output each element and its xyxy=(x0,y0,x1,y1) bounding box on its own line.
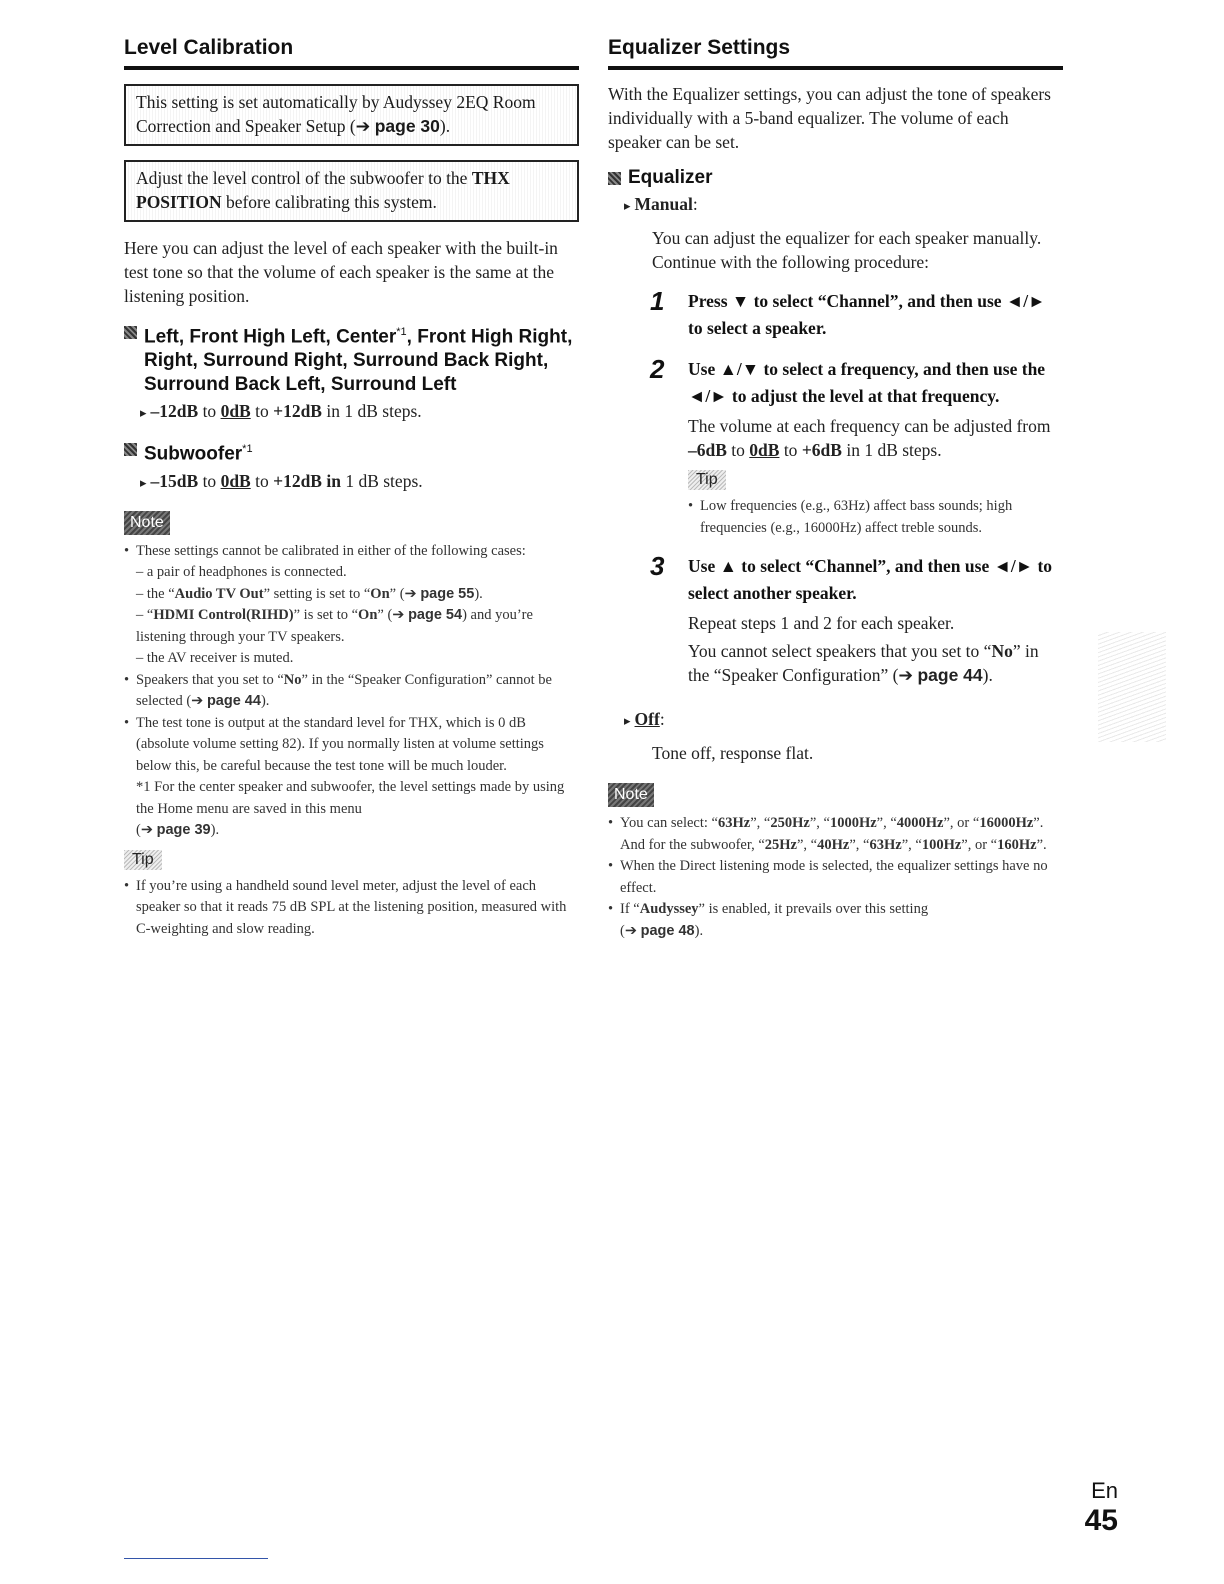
square-bullet-icon xyxy=(124,443,137,456)
thx-info-box: Adjust the level control of the subwoofer to the THX POSITION before calibrating this system. xyxy=(124,160,579,222)
speakers-range: ▸ –12dB to 0dB to +12dB in 1 dB steps. xyxy=(140,401,422,422)
list-item: – a pair of headphones is connected. xyxy=(136,564,347,581)
step-detail: The volume at each frequency can be adjusted from –6dB to 0dB to +6dB in 1 dB steps. xyxy=(688,416,1051,460)
triangle-bullet-icon: ▸ xyxy=(624,198,631,213)
notes-list xyxy=(608,813,1063,942)
left-column xyxy=(124,36,579,940)
level-intro: Here you can adjust the level of each speaker with the built-in test tone so that the volume of each speaker is the same at the listening position. xyxy=(124,238,558,306)
step-instruction: Use ▲/▼ to select a frequency, and then use the ◄/► to adjust the level at that frequency. xyxy=(688,359,1046,406)
step-number: 2 xyxy=(650,354,665,384)
footnote: *1 For the center speaker and subwoofer, the level settings made by using the Home menu are saved in this menu (➔ page 39). xyxy=(136,779,565,839)
triangle-bullet-icon: ▸ xyxy=(140,405,147,421)
square-bullet-icon xyxy=(124,326,137,339)
page-ref-link[interactable]: page 55 xyxy=(420,585,475,602)
level-calibration-title: Level Calibration xyxy=(124,36,579,70)
note-badge: Note xyxy=(608,783,654,807)
page-ref-link[interactable]: page 54 xyxy=(408,607,463,624)
page-ref-link[interactable]: page 39 xyxy=(156,822,211,839)
audyssey-info-box: This setting is set automatically by Audyssey 2EQ Room Correction and Speaker Setup (➔ page 30). xyxy=(124,84,579,146)
list-item: • If “Audyssey” is enabled, it prevails over this setting (➔ page 48). xyxy=(608,899,1063,942)
equalizer-heading: Equalizer xyxy=(608,166,1063,190)
step-instruction: Use ▲ to select “Channel”, and then use ◄/► to select another speaker. xyxy=(688,556,1053,603)
triangle-bullet-icon: ▸ xyxy=(140,474,147,490)
arrow-right-icon: ➔ xyxy=(898,665,914,685)
note-badge: Note xyxy=(124,511,170,535)
arrow-right-icon: ➔ xyxy=(191,693,204,710)
list-item: – the AV receiver is muted. xyxy=(136,650,294,667)
list-item: • Low frequencies (e.g., 63Hz) affect bass sounds; high frequencies (e.g., 16000Hz) affect treble sounds. xyxy=(688,496,1063,539)
page-number-value: 45 xyxy=(1084,1504,1118,1537)
manual-option: ▸ Manual: xyxy=(624,194,698,214)
page-number xyxy=(1085,1478,1118,1538)
list-item: • These settings cannot be calibrated in either of the following cases: xyxy=(124,541,579,563)
step-2 xyxy=(608,356,1063,539)
subwoofer-range: ▸ –15dB to 0dB to +12dB in 1 dB steps. xyxy=(140,470,423,491)
step-1 xyxy=(608,288,1063,342)
list-item: • If you’re using a handheld sound level meter, adjust the level of each speaker so that it reads 75 dB SPL at the listening position, measured with C-weighting and slow reading. xyxy=(124,876,579,941)
list-item: • When the Direct listening mode is selected, the equalizer settings have no effect. xyxy=(608,856,1063,899)
page-ref-link[interactable]: page 44 xyxy=(917,665,983,685)
notes-list xyxy=(124,541,579,842)
tip-list xyxy=(688,496,1063,539)
step-number: 3 xyxy=(650,551,665,581)
page-ref-link[interactable]: page 48 xyxy=(640,922,695,939)
triangle-bullet-icon: ▸ xyxy=(624,713,631,728)
equalizer-settings-title: Equalizer Settings xyxy=(608,36,1063,70)
arrow-right-icon: ➔ xyxy=(392,607,405,624)
square-bullet-icon xyxy=(608,172,621,185)
step-detail: You cannot select speakers that you set to “No” in the “Speaker Configuration” (➔ page 44). xyxy=(688,641,1039,685)
side-tab-marker xyxy=(1098,632,1166,742)
list-item: • You can select: “63Hz”, “250Hz”, “1000Hz”, “4000Hz”, or “16000Hz”. And for the subwoofer, “25Hz”, “40Hz”, “63Hz”, “100Hz”, or “160Hz”. xyxy=(608,813,1063,856)
subwoofer-heading: Subwoofer$^{*1}$ xyxy=(124,437,579,466)
off-description: Tone off, response flat. xyxy=(652,743,814,763)
off-option: ▸ Off: xyxy=(624,709,665,729)
step-3 xyxy=(608,553,1063,687)
equalizer-intro: With the Equalizer settings, you can adjust the tone of speakers individually with a 5-band equalizer. The volume of each speaker can be set. xyxy=(608,84,1051,152)
manual-description: You can adjust the equalizer for each speaker manually. Continue with the following procedure: xyxy=(652,228,1042,272)
arrow-right-icon: ➔ xyxy=(624,922,637,939)
step-number: 1 xyxy=(650,286,665,316)
arrow-right-icon: ➔ xyxy=(404,585,417,602)
tip-badge: Tip xyxy=(124,850,162,870)
list-item: • The test tone is output at the standard level for THX, which is 0 dB (absolute volume setting 82). If you normally listen at volume settings below this, be careful because the test tone will be much louder. xyxy=(124,713,579,778)
list-item: – the “Audio TV Out” setting is set to “On” (➔ page 55). xyxy=(136,585,483,602)
right-column xyxy=(608,36,1063,942)
page-ref-link[interactable]: page 30 xyxy=(374,116,440,136)
tip-badge: Tip xyxy=(688,470,726,490)
tip-list xyxy=(124,876,579,941)
language-label: En xyxy=(1091,1478,1118,1503)
arrow-right-icon: ➔ xyxy=(140,822,153,839)
speakers-heading: Left, Front High Left, Center$^{*1}$, Front High Right, Right, Surround Right, Surround Back Right, Surround Back Left, Surround Left xyxy=(124,320,579,397)
page-ref-link[interactable]: page 44 xyxy=(206,693,261,710)
arrow-right-icon: ➔ xyxy=(355,116,371,136)
footer-rule xyxy=(124,1558,268,1559)
step-detail: Repeat steps 1 and 2 for each speaker. xyxy=(688,613,955,633)
list-item: • Speakers that you set to “No” in the “Speaker Configuration” cannot be selected (➔ page 44). xyxy=(124,670,579,713)
step-instruction: Press ▼ to select “Channel”, and then use ◄/► to select a speaker. xyxy=(688,291,1046,338)
list-item: – “HDMI Control(RIHD)” is set to “On” (➔ page 54) and you’re listening through your TV speakers. xyxy=(136,607,533,645)
